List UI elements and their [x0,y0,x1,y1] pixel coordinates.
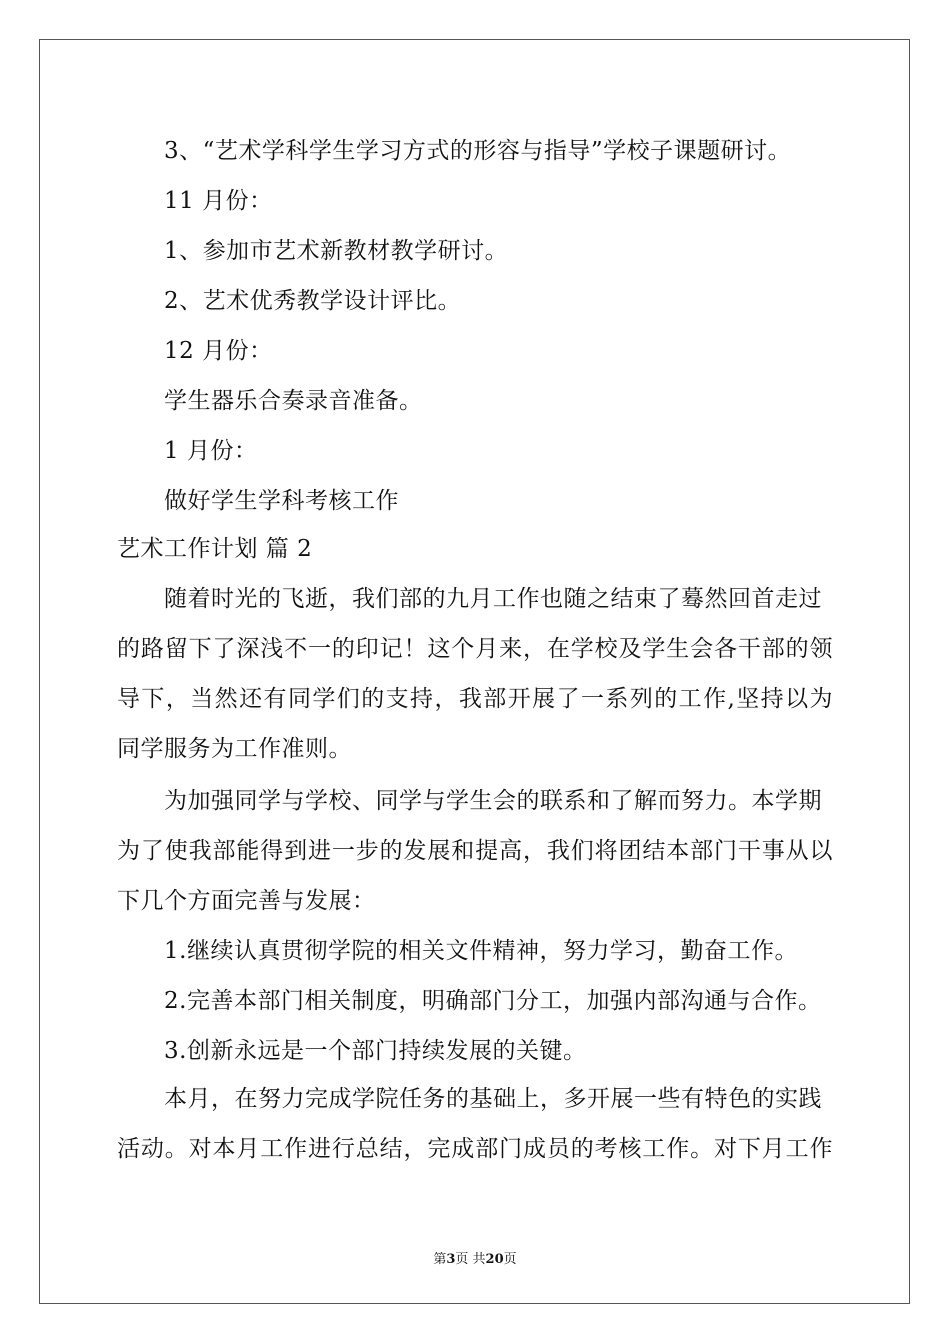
text-line: 活动。对本月工作进行总结，完成部门成员的考核工作。对下月工作 [117,1136,833,1162]
total-pages-number: 20 [485,1252,504,1267]
text-line: 下几个方面完善与发展： [117,888,376,914]
footer-suffix: 页 [503,1252,517,1267]
page-footer [0,1248,950,1267]
text-line: 学生器乐合奏录音准备。 [164,388,423,414]
text-line: 为加强同学与学校、同学与学生会的联系和了解而努力。本学期 [164,788,822,814]
current-page-number: 3 [446,1252,456,1267]
text-line: 为了使我部能得到进一步的发展和提高，我们将团结本部门干事从以 [117,838,833,864]
list-item: 2.完善本部门相关制度，明确部门分工，加强内部沟通与合作。 [164,988,822,1014]
text-line: 做好学生学科考核工作 [164,488,399,514]
text-line: 导下，当然还有同学们的支持，我部开展了一系列的工作,坚持以为 [117,686,833,712]
text-line: 12 月份： [164,338,273,364]
text-line: 1 月份： [164,438,258,464]
text-line: 3、“艺术学科学生学习方式的形容与指导”学校子课题研讨。 [164,138,792,164]
footer-prefix: 第 [433,1252,447,1267]
section-heading: 艺术工作计划 篇 2 [117,536,313,562]
text-line: 1、参加市艺术新教材教学研讨。 [164,238,509,264]
text-line: 本月，在努力完成学院任务的基础上，多开展一些有特色的实践 [164,1086,822,1112]
text-line: 11 月份： [164,188,273,214]
text-line: 2、艺术优秀教学设计评比。 [164,288,462,314]
text-line: 同学服务为工作准则。 [117,736,352,762]
list-item: 1.继续认真贯彻学院的相关文件精神，努力学习，勤奋工作。 [164,938,798,964]
footer-mid: 页 共 [455,1252,486,1267]
text-line: 的路留下了深浅不一的印记！这个月来，在学校及学生会各干部的领 [117,636,833,662]
page-border [39,39,910,1304]
list-item: 3.创新永远是一个部门持续发展的关键。 [164,1038,587,1064]
text-line: 随着时光的飞逝，我们部的九月工作也随之结束了蓦然回首走过 [164,586,822,612]
